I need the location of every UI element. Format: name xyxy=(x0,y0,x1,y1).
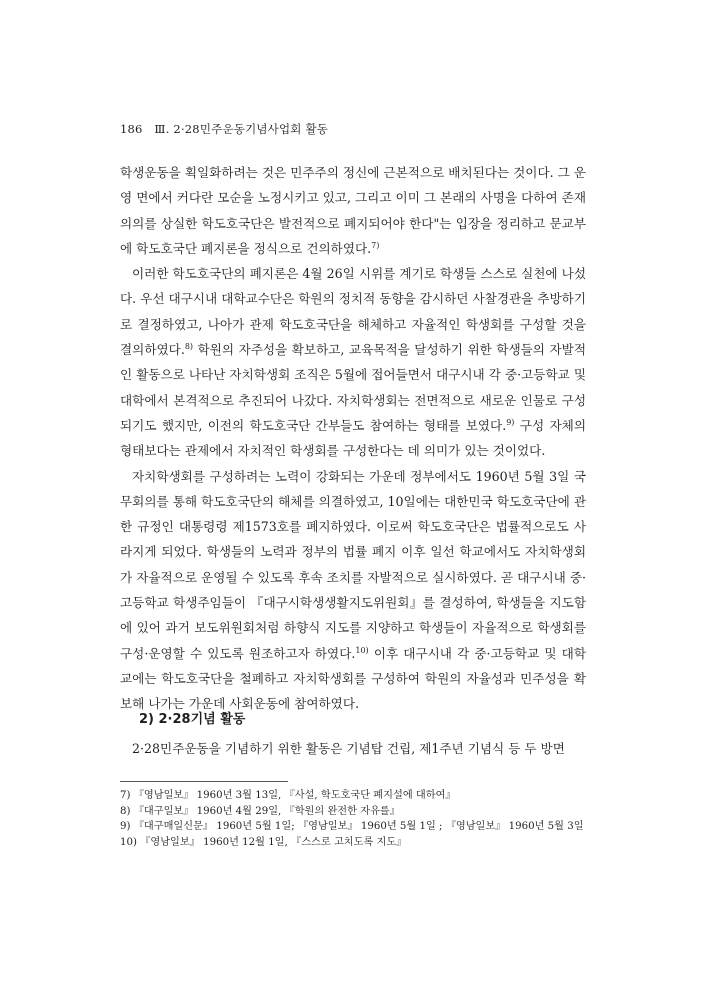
section-first-line: 2·28민주운동을 기념하기 위한 활동은 기념탑 건립, 제1주년 기념식 등 두 방면 xyxy=(132,741,565,756)
paragraph-3 xyxy=(120,464,586,717)
footnote-ref-10: 10) xyxy=(355,645,369,655)
footnote-ref-7: 7) xyxy=(371,240,380,250)
chapter-title: Ⅲ. 2·28민주운동기념사업회 활동 xyxy=(154,122,329,136)
paragraph-3-text-b: 이후 대구시내 각 중·고등학교 및 대학교에는 학도호국단을 철폐하고 자치학생회를 구성하여 학원의 자율성과 민주성을 확보해 나가는 가운데 사회운동에 참여하였다. xyxy=(120,645,586,712)
footnotes xyxy=(120,788,586,850)
paragraph-2-text-b: 학원의 자주성을 확보하고, 교육목적을 달성하기 위한 학생들의 자발적인 활동으로 나타난 자치학생회 조직은 5월에 접어들면서 대구시내 각 중·고등학교 및 대학에서 본격적으로 추진되어 나갔다. 자치학생회는 전면적으로 새로운 인물로 구성되기도 했지만, 이전의 학도호국단 간부들도 참여하는 형태를 보였다. xyxy=(120,342,586,433)
footnote-7: 7) 『영남일보』 1960년 3월 13일, 『사설, 학도호국단 폐지설에 대하여』 xyxy=(120,790,456,801)
paragraph-2 xyxy=(120,261,586,463)
footnote-ref-9: 9) xyxy=(506,417,515,427)
running-header xyxy=(120,121,328,137)
footnote-9: 9) 『대구매일신문』 1960년 5월 1일; 『영남일보』 1960년 5월 1일 ; 『영남일보』 1960년 5월 3일 xyxy=(120,821,584,833)
paragraph-3-text-a: 자치학생회를 구성하려는 노력이 강화되는 가운데 정부에서도 1960년 5월 3일 국무회의를 통해 학도호국단의 해체를 의결하였고, 10일에는 대한민국 학도호국단에 관한 규정인 대통령령 제1573호를 폐지하였다. 이로써 학도호국단은 법률적으로도 사라지게 되었다. 학생들의 노력과 정부의 법률 폐지 이후 일선 학교에서도 자치학생회가 자율적으로 운영될 수 있도록 후속 조치를 자발적으로 실시하였다. 곧 대구시내 중·고등학교 학생주임들이 『대구시학생생활지도위원회』를 결성하여, 학생들을 지도함에 있어 과거 보도위원회처럼 하향식 지도를 지양하고 학생들이 자율적으로 학생회를 구성·운영할 수 있도록 원조하고자 하였다. xyxy=(120,468,586,661)
footnote-ref-8: 8) xyxy=(184,341,194,351)
section-heading: 2) 2·28기념 활동 xyxy=(139,712,246,727)
paragraph-1-text: 학생운동을 획일화하려는 것은 민주주의 정신에 근본적으로 배치된다는 것이다. 그 운영 면에서 커다란 모순을 노정시키고 있고, 그리고 이미 그 본래의 사명을 다하여 존재의의를 상실한 학도호국단은 발전적으로 폐지되어야 한다"는 입장을 정리하고 문교부에 학도호국단 폐지론을 정식으로 건의하였다. xyxy=(120,165,586,256)
footnote-8: 8) 『대구일보』 1960년 4월 29일, 『학원의 완전한 자유를』 xyxy=(120,805,400,817)
page-number: 186 xyxy=(120,122,143,136)
paragraph-2-text-c: 구성 자체의 형태보다는 관제에서 자치적인 학생회를 구성한다는 데 의미가 있는 것이었다. xyxy=(120,417,586,459)
paragraph-2-text-a: 이러한 학도호국단의 폐지론은 4월 26일 시위를 계기로 학생들 스스로 실천에 나섰다. 우선 대구시내 대학교수단은 학원의 정치적 동향을 감시하던 사찰경관을 추방하기로 결정하였고, 나아가 관제 학도호국단을 해체하고 자율적인 학생회를 구성할 것을 결의하였다. xyxy=(120,266,586,358)
footnote-divider xyxy=(120,781,288,782)
body-text xyxy=(120,160,586,717)
footnote-10: 10) 『영남일보』 1960년 12월 1일, 『스스로 고치도록 지도』 xyxy=(120,836,407,848)
paragraph-1 xyxy=(120,160,586,261)
